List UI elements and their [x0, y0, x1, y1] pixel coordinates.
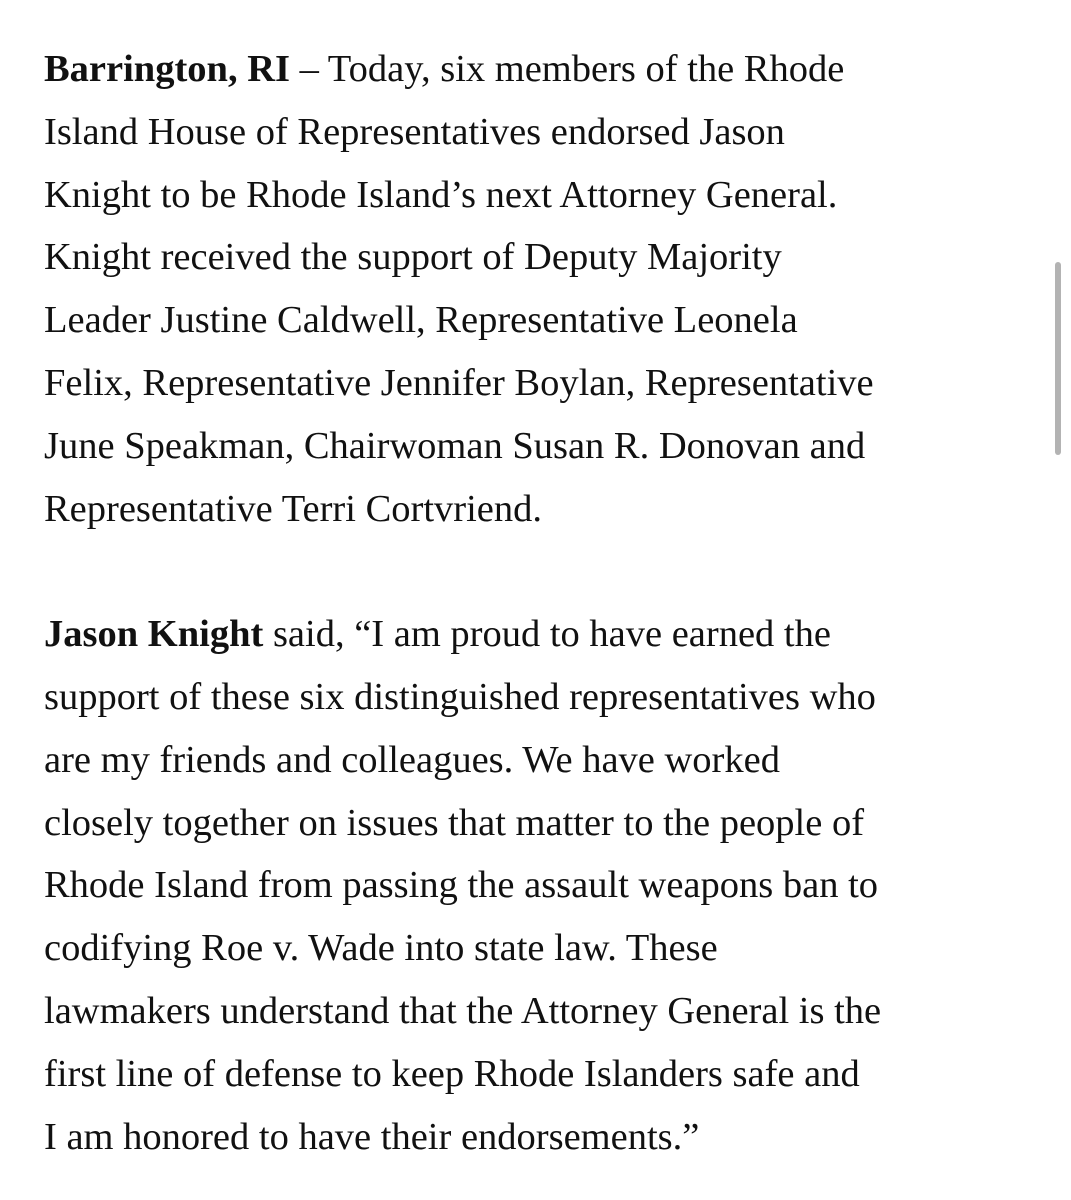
text-line: codifying Roe v. Wade into state law. These [44, 927, 718, 970]
text-line-content: said, “I am proud to have earned the [263, 613, 831, 656]
press-release-body [44, 38, 1034, 1168]
speaker-name: Jason Knight [44, 613, 264, 656]
text-line: Knight received the support of Deputy Majority [44, 236, 782, 279]
text-line: Felix, Representative Jennifer Boylan, Representative [44, 361, 874, 404]
text-line: I am honored to have their endorsements.” [44, 1115, 700, 1158]
text-line: Rhode Island from passing the assault weapons ban to [44, 864, 879, 907]
text-line: June Speakman, Chairwoman Susan R. Donovan and [44, 424, 866, 467]
text-line: support of these six distinguished representatives who [44, 675, 876, 718]
text-line [44, 38, 1034, 101]
paragraph-quote [44, 603, 1034, 1168]
text-line: first line of defense to keep Rhode Islanders safe and [44, 1052, 860, 1095]
text-line: lawmakers understand that the Attorney General is the [44, 989, 882, 1032]
text-line: are my friends and colleagues. We have worked [44, 738, 780, 781]
vertical-scrollbar[interactable] [1055, 262, 1061, 455]
text-line: Representative Terri Cortvriend. [44, 487, 542, 530]
text-line-content: – Today, six members of the Rhode [289, 48, 845, 90]
text-line: closely together on issues that matter to the people of [44, 801, 865, 844]
text-line: Island House of Representatives endorsed Jason [44, 110, 785, 153]
dateline: Barrington, RI [44, 48, 290, 90]
text-line: Knight to be Rhode Island’s next Attorney General. [44, 173, 838, 216]
text-line [44, 603, 1034, 666]
paragraph-endorsement [44, 38, 1034, 540]
text-line: Leader Justine Caldwell, Representative Leonela [44, 299, 798, 342]
